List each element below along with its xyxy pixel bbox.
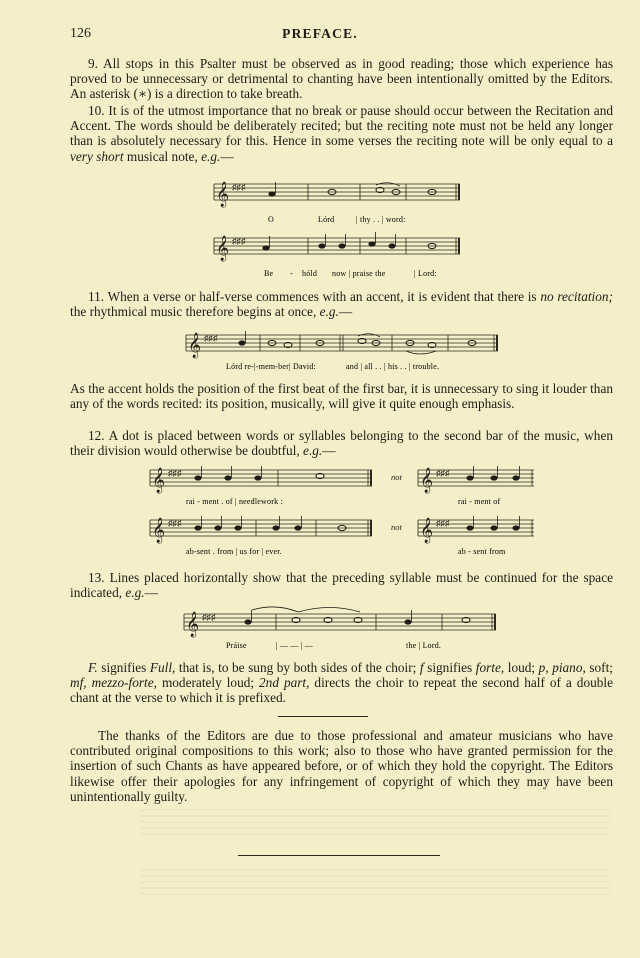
bleed-through-staves — [140, 800, 620, 930]
svg-text:♯♯♯: ♯♯♯ — [168, 518, 182, 528]
paragraph-11-continued: As the accent holds the position of the first beat of the first bar, it is unnecessary to sing it louder than any of the words recited: its position, musically, will give it quite enough emphasis. — [70, 381, 613, 412]
lyric: Be — [264, 269, 274, 278]
music-example-13 — [180, 604, 500, 652]
svg-text:♯♯♯: ♯♯♯ — [436, 468, 450, 478]
music-example-10b — [210, 232, 466, 282]
svg-text:𝄞: 𝄞 — [216, 181, 230, 206]
svg-text:𝄞: 𝄞 — [152, 517, 166, 542]
paragraph-12: 12. A dot is placed between words or syllables belonging to the second bar of the music, when their division would otherwise be doubtful, e.g.— — [70, 428, 613, 459]
svg-text:♯♯♯: ♯♯♯ — [232, 236, 246, 246]
lyric: the | Lord. — [406, 641, 442, 650]
svg-text:♯♯♯: ♯♯♯ — [232, 182, 246, 192]
editors-thanks: The thanks of the Editors are due to those professional and amateur musicians who have contributed original compositions to this work; also to those who have granted permission for the insertion of such Chants as have appeared before, or of which they hold the copyright. The Editors likewise offer their apologies for any infringement of copyright of which they may have been unintentionally guilty. — [70, 728, 613, 804]
paragraph-13: 13. Lines placed horizontally show that the preceding syllable must be continued for the space indicated, e.g.— — [70, 570, 613, 601]
lyric: Práise — [226, 641, 247, 650]
divider-rule — [278, 716, 368, 717]
svg-text:♯♯♯: ♯♯♯ — [168, 468, 182, 478]
lyric: ab-sent . from | us for | ever. — [186, 547, 282, 556]
music-example-12a — [146, 464, 376, 510]
paragraph-14: F. signifies Full, that is, to be sung by both sides of the choir; f signifies forte, loud; p, piano, soft; mf, mezzo-forte, moderately loud; 2nd part, directs the choir to repeat the second half of a double chant at the verse to which it is prefixed. — [70, 660, 613, 706]
music-example-10a — [210, 178, 466, 228]
lyric: hóld — [302, 269, 318, 278]
lyric: ab - sent from — [458, 547, 506, 556]
lyric: Lórd re-|-mem-ber| David: — [226, 362, 316, 371]
lyric: - — [290, 269, 293, 278]
paragraph-9: 9. All stops in this Psalter must be observed as in good reading; those which experience has proved to be unnecessary or detrimental to chanting have been intentionally omitted by the Editors. An asterisk (∗) is a direction to take breath. — [70, 56, 613, 102]
music-example-12b — [414, 464, 538, 510]
page-number: 126 — [70, 26, 91, 41]
not-label: not — [391, 522, 402, 532]
lyric: | Lord: — [414, 269, 437, 278]
svg-text:𝄞: 𝄞 — [152, 467, 166, 492]
lyric: | — — | — — [276, 641, 314, 650]
lyric: and | all . . | his . . | trouble. — [346, 362, 440, 371]
lyric: | thy . . | word: — [356, 215, 406, 224]
lyric: O — [268, 215, 274, 224]
svg-text:𝄞: 𝄞 — [188, 332, 202, 357]
music-example-12c — [146, 514, 376, 560]
lyric: Lórd — [318, 215, 335, 224]
music-example-11 — [182, 329, 502, 375]
svg-text:𝄞: 𝄞 — [186, 611, 200, 636]
svg-text:𝄞: 𝄞 — [420, 517, 434, 542]
music-example-12d — [414, 514, 538, 560]
svg-text:𝄞: 𝄞 — [216, 235, 230, 260]
svg-text:♯♯♯: ♯♯♯ — [204, 333, 218, 343]
paragraph-11: 11. When a verse or half-verse commences with an accent, it is evident that there is no recitation; the rhythmical music therefore begins at once, e.g.— — [70, 289, 613, 320]
lyric: rai - ment of — [458, 497, 501, 506]
svg-text:♯♯♯: ♯♯♯ — [436, 518, 450, 528]
paragraph-10: 10. It is of the utmost importance that no break or pause should occur between the Recitation and Accent. The words should be deliberately recited; but the reciting note must not be held any longer than is absolutely necessary for this. Hence in some verses the reciting note will be only equal to a very short musical note, e.g.— — [70, 103, 613, 164]
lyric: rai - ment . of | needlework : — [186, 497, 283, 506]
not-label: not — [391, 472, 402, 482]
running-head: PREFACE. — [282, 26, 358, 41]
svg-text:♯♯♯: ♯♯♯ — [202, 612, 216, 622]
lyric: now | praise the — [332, 269, 386, 278]
svg-text:𝄞: 𝄞 — [420, 467, 434, 492]
